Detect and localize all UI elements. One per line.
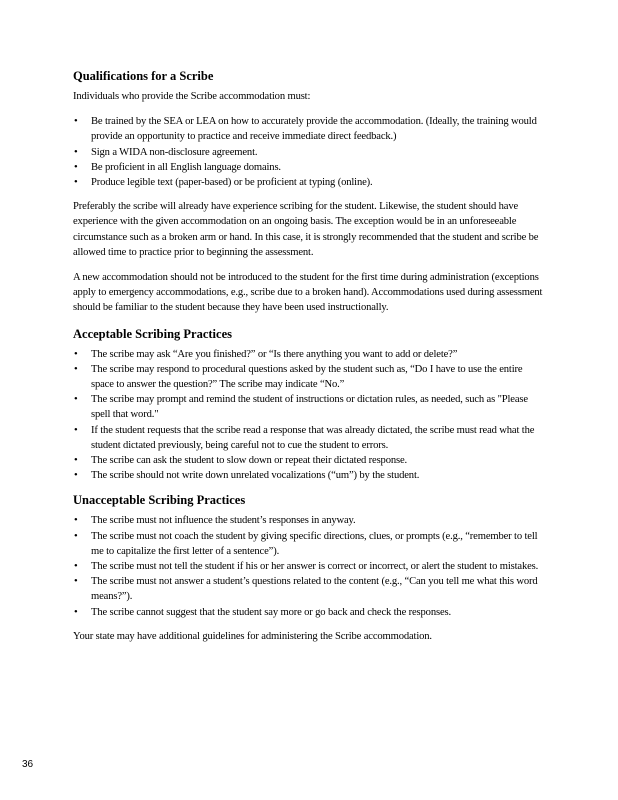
qualifications-heading: Qualifications for a Scribe [73, 69, 214, 83]
list-item: • The scribe should not write down unrelated vocalizations (“um”) by the student. [73, 468, 545, 483]
page-number: 36 [22, 759, 34, 770]
list-item: • The scribe must not coach the student by giving specific directions, clues, or prompts (e.g., “remember to tell me to capitalize the first letter of a sentence”). [73, 529, 545, 559]
experience-paragraph: Preferably the scribe will already have experience scribing for the student. Likewise, the student should have experience with the given accommodation on an ongoing basis. The exception would be in an unforeseeable circumstance such as a broken arm or hand. In this case, it is strongly recommended that the student and scribe be allowed time to practice prior to beginning the assessment. [73, 201, 539, 258]
list-item: • The scribe may prompt and remind the student of instructions or dictation rules, as needed, such as "Please spell that word." [73, 392, 545, 422]
unacceptable-list [73, 513, 545, 619]
list-item: • Be trained by the SEA or LEA on how to accurately provide the accommodation. (Ideally, the training would provide an opportunity to practice and receive immediate direct feedback.) [73, 114, 545, 144]
list-item: • The scribe must not answer a student’s questions related to the content (e.g., “Can you tell me what this word means?”). [73, 574, 545, 604]
closing-paragraph: Your state may have additional guidelines for administering the Scribe accommodation. [73, 630, 432, 642]
list-item: • Produce legible text (paper-based) or be proficient at typing (online). [73, 175, 545, 190]
unacceptable-heading: Unacceptable Scribing Practices [73, 493, 246, 508]
list-item: • The scribe may ask “Are you finished?” or “Is there anything you want to add or delete?” [73, 347, 545, 362]
qualifications-list [73, 114, 545, 190]
list-item: • The scribe must not tell the student if his or her answer is correct or incorrect, or alert the student to mistakes. [73, 559, 545, 574]
qualifications-intro: Individuals who provide the Scribe accommodation must: [73, 91, 311, 102]
document-page [73, 68, 545, 654]
list-item: • The scribe cannot suggest that the student say more or go back and check the responses. [73, 605, 545, 620]
list-item: • The scribe may respond to procedural questions asked by the student such as, “Do I have to use the entire space to answer the question?” The scribe may indicate “No.” [73, 362, 545, 392]
list-item: • The scribe can ask the student to slow down or repeat their dictated response. [73, 453, 545, 468]
acceptable-list [73, 347, 545, 484]
list-item: • If the student requests that the scribe read a response that was already dictated, the scribe must read what the student dictated previously, being careful not to cue the student to errors. [73, 423, 545, 453]
acceptable-heading: Acceptable Scribing Practices [73, 326, 232, 341]
list-item: • Sign a WIDA non-disclosure agreement. [73, 145, 545, 160]
list-item: • The scribe must not influence the student’s responses in anyway. [73, 513, 545, 528]
list-item: • Be proficient in all English language domains. [73, 160, 545, 175]
new-accommodation-paragraph: A new accommodation should not be introduced to the student for the first time during administration (exceptions apply to emergency accommodations, e.g., scribe due to a broken hand). Accommodations used during assessment should be familiar to the student because they have been used instructionally. [73, 272, 543, 314]
